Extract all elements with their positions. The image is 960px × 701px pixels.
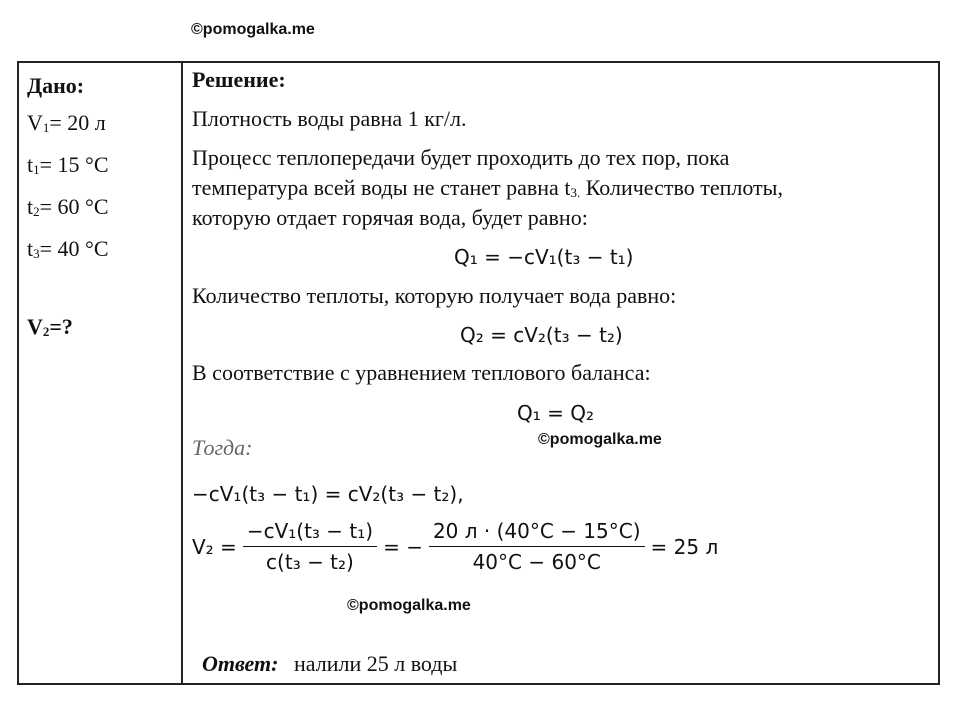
given-t2: t2= 60 °C	[27, 194, 109, 219]
fraction-numeric-numerator: 20 л · (40°C − 15°C)	[429, 519, 645, 547]
watermark-bottom: ©pomogalka.me	[347, 597, 471, 614]
given-v1: V1= 20 л	[27, 110, 106, 135]
equation-result-lhs: V₂ =	[192, 534, 237, 559]
answer-text: налили 25 л воды	[293, 651, 458, 676]
equation-balance: Q₁ = Q₂	[517, 401, 594, 425]
given-t3: t3= 40 °C	[27, 236, 109, 261]
solution-text-line6: В соответствие с уравнением теплового баланса:	[192, 360, 651, 385]
given-find: V2=?	[27, 314, 73, 339]
equation-expanded: −cV₁(t₃ − t₁) = cV₂(t₃ − t₂),	[192, 482, 464, 506]
given-t1: t1= 15 °C	[27, 152, 109, 177]
equation-result	[192, 519, 718, 574]
given-title: Дано:	[27, 73, 85, 98]
solution-table	[17, 61, 940, 685]
answer-label: Ответ:	[202, 651, 279, 676]
fraction-numeric-denominator: 40°C − 60°C	[472, 550, 601, 574]
solution-text-line2: Процесс теплопередачи будет проходить до тех пор, пока	[192, 145, 730, 170]
given-column	[27, 67, 109, 350]
fraction-numeric	[429, 519, 645, 574]
column-divider	[181, 63, 183, 683]
equation-result-mid: = −	[383, 534, 423, 559]
watermark-top: ©pomogalka.me	[191, 21, 315, 38]
fraction-symbolic-numerator: −cV₁(t₃ − t₁)	[243, 519, 377, 547]
equation-q2: Q₂ = cV₂(t₃ − t₂)	[460, 323, 623, 347]
solution-title: Решение:	[192, 67, 286, 92]
equation-q1: Q₁ = −cV₁(t₃ − t₁)	[454, 245, 634, 269]
equation-result-value: = 25 л	[650, 534, 719, 559]
solution-text-line5: Количество теплоты, которую получает вода равно:	[192, 283, 677, 308]
watermark-middle: ©pomogalka.me	[538, 431, 662, 448]
solution-then: Тогда:	[192, 435, 253, 460]
answer-line	[202, 651, 457, 677]
fraction-symbolic	[243, 519, 377, 574]
fraction-symbolic-denominator: c(t₃ − t₂)	[266, 550, 354, 574]
solution-density: Плотность воды равна 1 кг/л.	[192, 106, 467, 131]
solution-text-line4: которую отдает горячая вода, будет равно:	[192, 205, 588, 230]
solution-text-line3: температура всей воды не станет равна t3. Количество теплоты,	[192, 175, 783, 200]
